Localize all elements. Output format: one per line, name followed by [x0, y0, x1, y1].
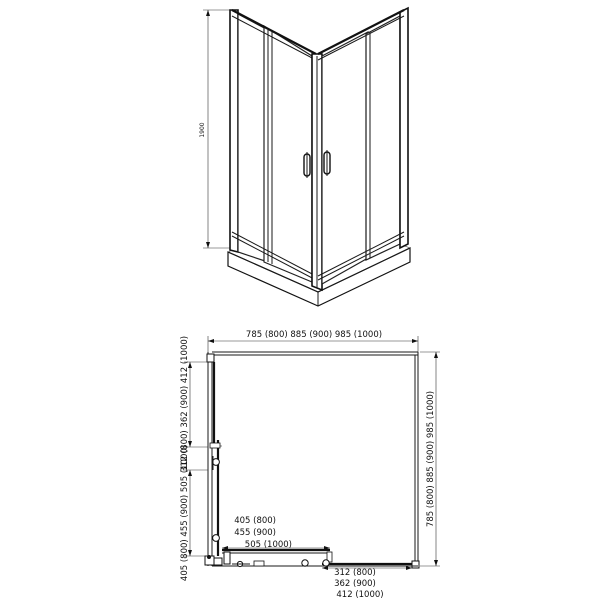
- left-fixed-label: 312 (800) 362 (900) 412 (1000): [180, 335, 190, 473]
- height-label: 1900: [199, 122, 206, 138]
- right-depth-label: 785 (800) 885 (900) 985 (1000): [426, 390, 436, 528]
- corner-post: [312, 54, 322, 290]
- bottom-door-label-3: 505 (1000): [244, 540, 292, 550]
- left-door-handle: [304, 152, 310, 178]
- top-width-label: 785 (800) 885 (900) 985 (1000): [245, 330, 383, 340]
- bottom-door-dimension: [222, 516, 330, 550]
- left-door-dimension: [180, 445, 208, 581]
- right-panel: [318, 8, 408, 284]
- plan-view: [180, 330, 440, 600]
- perspective-view: [199, 8, 410, 306]
- bottom-fixed-label-1: 312 (800): [334, 568, 376, 578]
- top-width-dimension: [208, 330, 418, 352]
- left-door-label: 405 (800) 455 (900) 505 (1000): [180, 444, 190, 582]
- right-depth-dimension: [420, 352, 440, 566]
- corner-hardware: [205, 552, 264, 567]
- right-door-handle: [324, 150, 330, 176]
- bottom-fixed-dimension: [322, 566, 412, 600]
- height-dimension: [199, 10, 230, 248]
- left-panel: [230, 10, 316, 282]
- bottom-door-label-1: 405 (800): [234, 516, 276, 526]
- bottom-fixed-label-2: 362 (900): [334, 579, 376, 589]
- bottom-door-label-2: 455 (900): [234, 528, 276, 538]
- bottom-fixed-label-3: 412 (1000): [336, 590, 384, 600]
